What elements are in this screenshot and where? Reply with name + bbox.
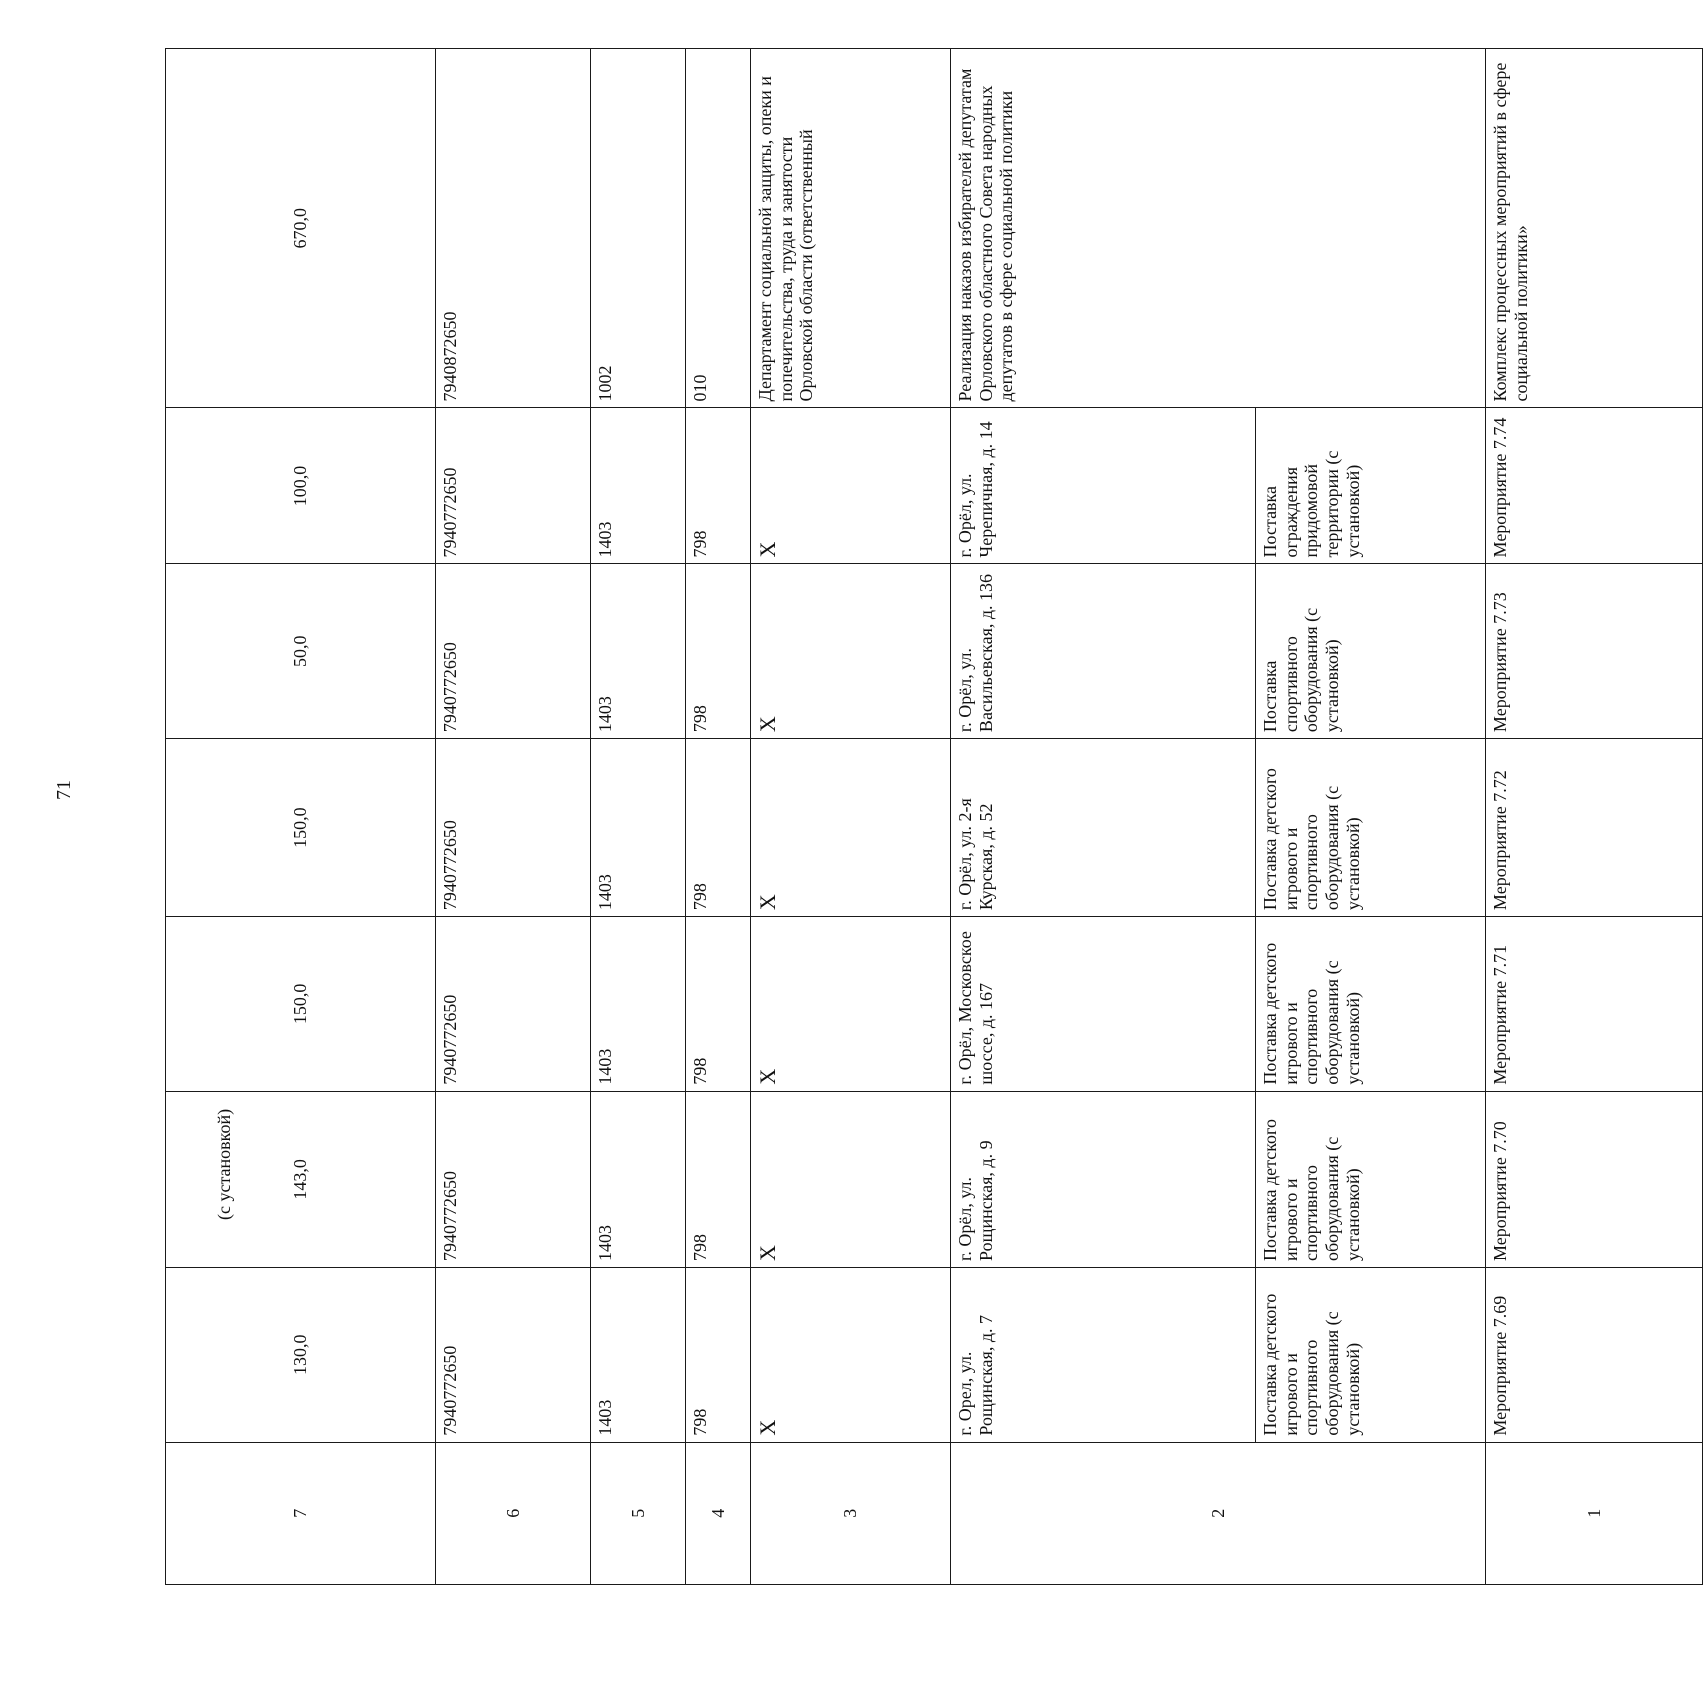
cell-5-row-6: 1403 <box>591 408 686 564</box>
cell-5-row-3: 1403 <box>591 917 686 1092</box>
cell-2a-row-1: Поставка детского игрового и спортивного оборудования (с установкой) <box>1256 1267 1486 1442</box>
cell-4-row-2: 798 <box>686 1091 751 1267</box>
cell-2b-row-2: г. Орёл, ул. Рощинская, д. 9 <box>951 1091 1256 1267</box>
cell-2b-row-4: г. Орёл, ул. 2-я Курская, д. 52 <box>951 739 1256 917</box>
cell-2b-row-1: г. Орел, ул. Рощинская, д. 7 <box>951 1267 1256 1442</box>
cell-2a-row-5: Поставка спортивного оборудования (с установкой) <box>1256 564 1486 739</box>
table-row-code <box>686 49 751 1585</box>
cell-1-row-4: Мероприятие 7.72 <box>1486 739 1703 917</box>
cell-1-row-3: Мероприятие 7.71 <box>1486 917 1703 1092</box>
cell-3-row-2: Х <box>751 1091 951 1267</box>
cell-6-row-6: 7940772650 <box>436 408 591 564</box>
cell-7-final: 670,0 <box>166 49 436 408</box>
budget-table <box>165 48 1703 1585</box>
table-row-activity <box>1486 49 1703 1585</box>
cell-7-row-1: 130,0 <box>166 1267 436 1442</box>
cell-7-row-5: 50,0 <box>166 564 436 739</box>
continuation-text: (с установкой) <box>214 1108 234 1220</box>
header-cell-5: 5 <box>591 1442 686 1584</box>
cell-3-row-3: Х <box>751 917 951 1092</box>
cell-6-row-2: 7940772650 <box>436 1091 591 1267</box>
table-row-address <box>951 49 1256 1585</box>
cell-2b-row-5: г. Орёл, ул. Васильевская, д. 136 <box>951 564 1256 739</box>
cell-2b-row-6: г. Орёл, ул. Черепичная, д. 14 <box>951 408 1256 564</box>
cell-1-row-5: Мероприятие 7.73 <box>1486 564 1703 739</box>
cell-7-row-3: 150,0 <box>166 917 436 1092</box>
cell-6-row-3: 7940772650 <box>436 917 591 1092</box>
cell-2a-row-3: Поставка детского игрового и спортивного оборудования (с установкой) <box>1256 917 1486 1092</box>
header-cell-3: 3 <box>751 1442 951 1584</box>
cell-6-row-1: 7940772650 <box>436 1267 591 1442</box>
page-number: 71 <box>53 780 75 800</box>
cell-2a-row-2: Поставка детского игрового и спортивного оборудования (с установкой) <box>1256 1091 1486 1267</box>
table-row-kbk <box>436 49 591 1585</box>
cell-5-final: 1002 <box>591 49 686 408</box>
rotated-table-container <box>165 48 1604 1585</box>
table-row-executor <box>751 49 951 1585</box>
cell-4-row-6: 798 <box>686 408 751 564</box>
table-row-section <box>591 49 686 1585</box>
cell-5-row-5: 1403 <box>591 564 686 739</box>
cell-7-row-6: 100,0 <box>166 408 436 564</box>
cell-3-row-6: Х <box>751 408 951 564</box>
header-cell-6: 6 <box>436 1442 591 1584</box>
cell-3-row-1: Х <box>751 1267 951 1442</box>
cell-5-row-1: 1403 <box>591 1267 686 1442</box>
header-cell-1: 1 <box>1486 1442 1703 1584</box>
cell-1-row-6: Мероприятие 7.74 <box>1486 408 1703 564</box>
cell-3-row-5: Х <box>751 564 951 739</box>
cell-2b-row-3: г. Орёл, Московское шоссе, д. 167 <box>951 917 1256 1092</box>
cell-3-row-4: Х <box>751 739 951 917</box>
header-cell-7: 7 <box>166 1442 436 1584</box>
table-row-values <box>166 49 436 1585</box>
cell-2-final: Реализация наказов избирателей депутатам Орловского областного Совета народных депутатов в сфере социальной политики <box>951 49 1486 408</box>
cell-6-row-5: 7940772650 <box>436 564 591 739</box>
cell-7-row-4: 150,0 <box>166 739 436 917</box>
cell-4-final: 010 <box>686 49 751 408</box>
cell-3-final: Департамент социальной защиты, опеки и попечительства, труда и занятости Орловской области (ответственный <box>751 49 951 408</box>
cell-1-row-2: Мероприятие 7.70 <box>1486 1091 1703 1267</box>
cell-4-row-3: 798 <box>686 917 751 1092</box>
cell-2a-row-4: Поставка детского игрового и спортивного оборудования (с установкой) <box>1256 739 1486 917</box>
cell-1-final: Комплекс процессных мероприятий в сфере социальной политики» <box>1486 49 1703 408</box>
cell-1-row-1: Мероприятие 7.69 <box>1486 1267 1703 1442</box>
cell-5-row-4: 1403 <box>591 739 686 917</box>
cell-4-row-1: 798 <box>686 1267 751 1442</box>
header-cell-2: 2 <box>951 1442 1486 1584</box>
cell-4-row-4: 798 <box>686 739 751 917</box>
cell-6-row-4: 7940772650 <box>436 739 591 917</box>
cell-7-row-2: 143,0 <box>166 1091 436 1267</box>
cell-5-row-2: 1403 <box>591 1091 686 1267</box>
cell-6-final: 7940872650 <box>436 49 591 408</box>
cell-2a-row-6: Поставка ограждения придомовой территории (с установкой) <box>1256 408 1486 564</box>
cell-4-row-5: 798 <box>686 564 751 739</box>
header-cell-4: 4 <box>686 1442 751 1584</box>
